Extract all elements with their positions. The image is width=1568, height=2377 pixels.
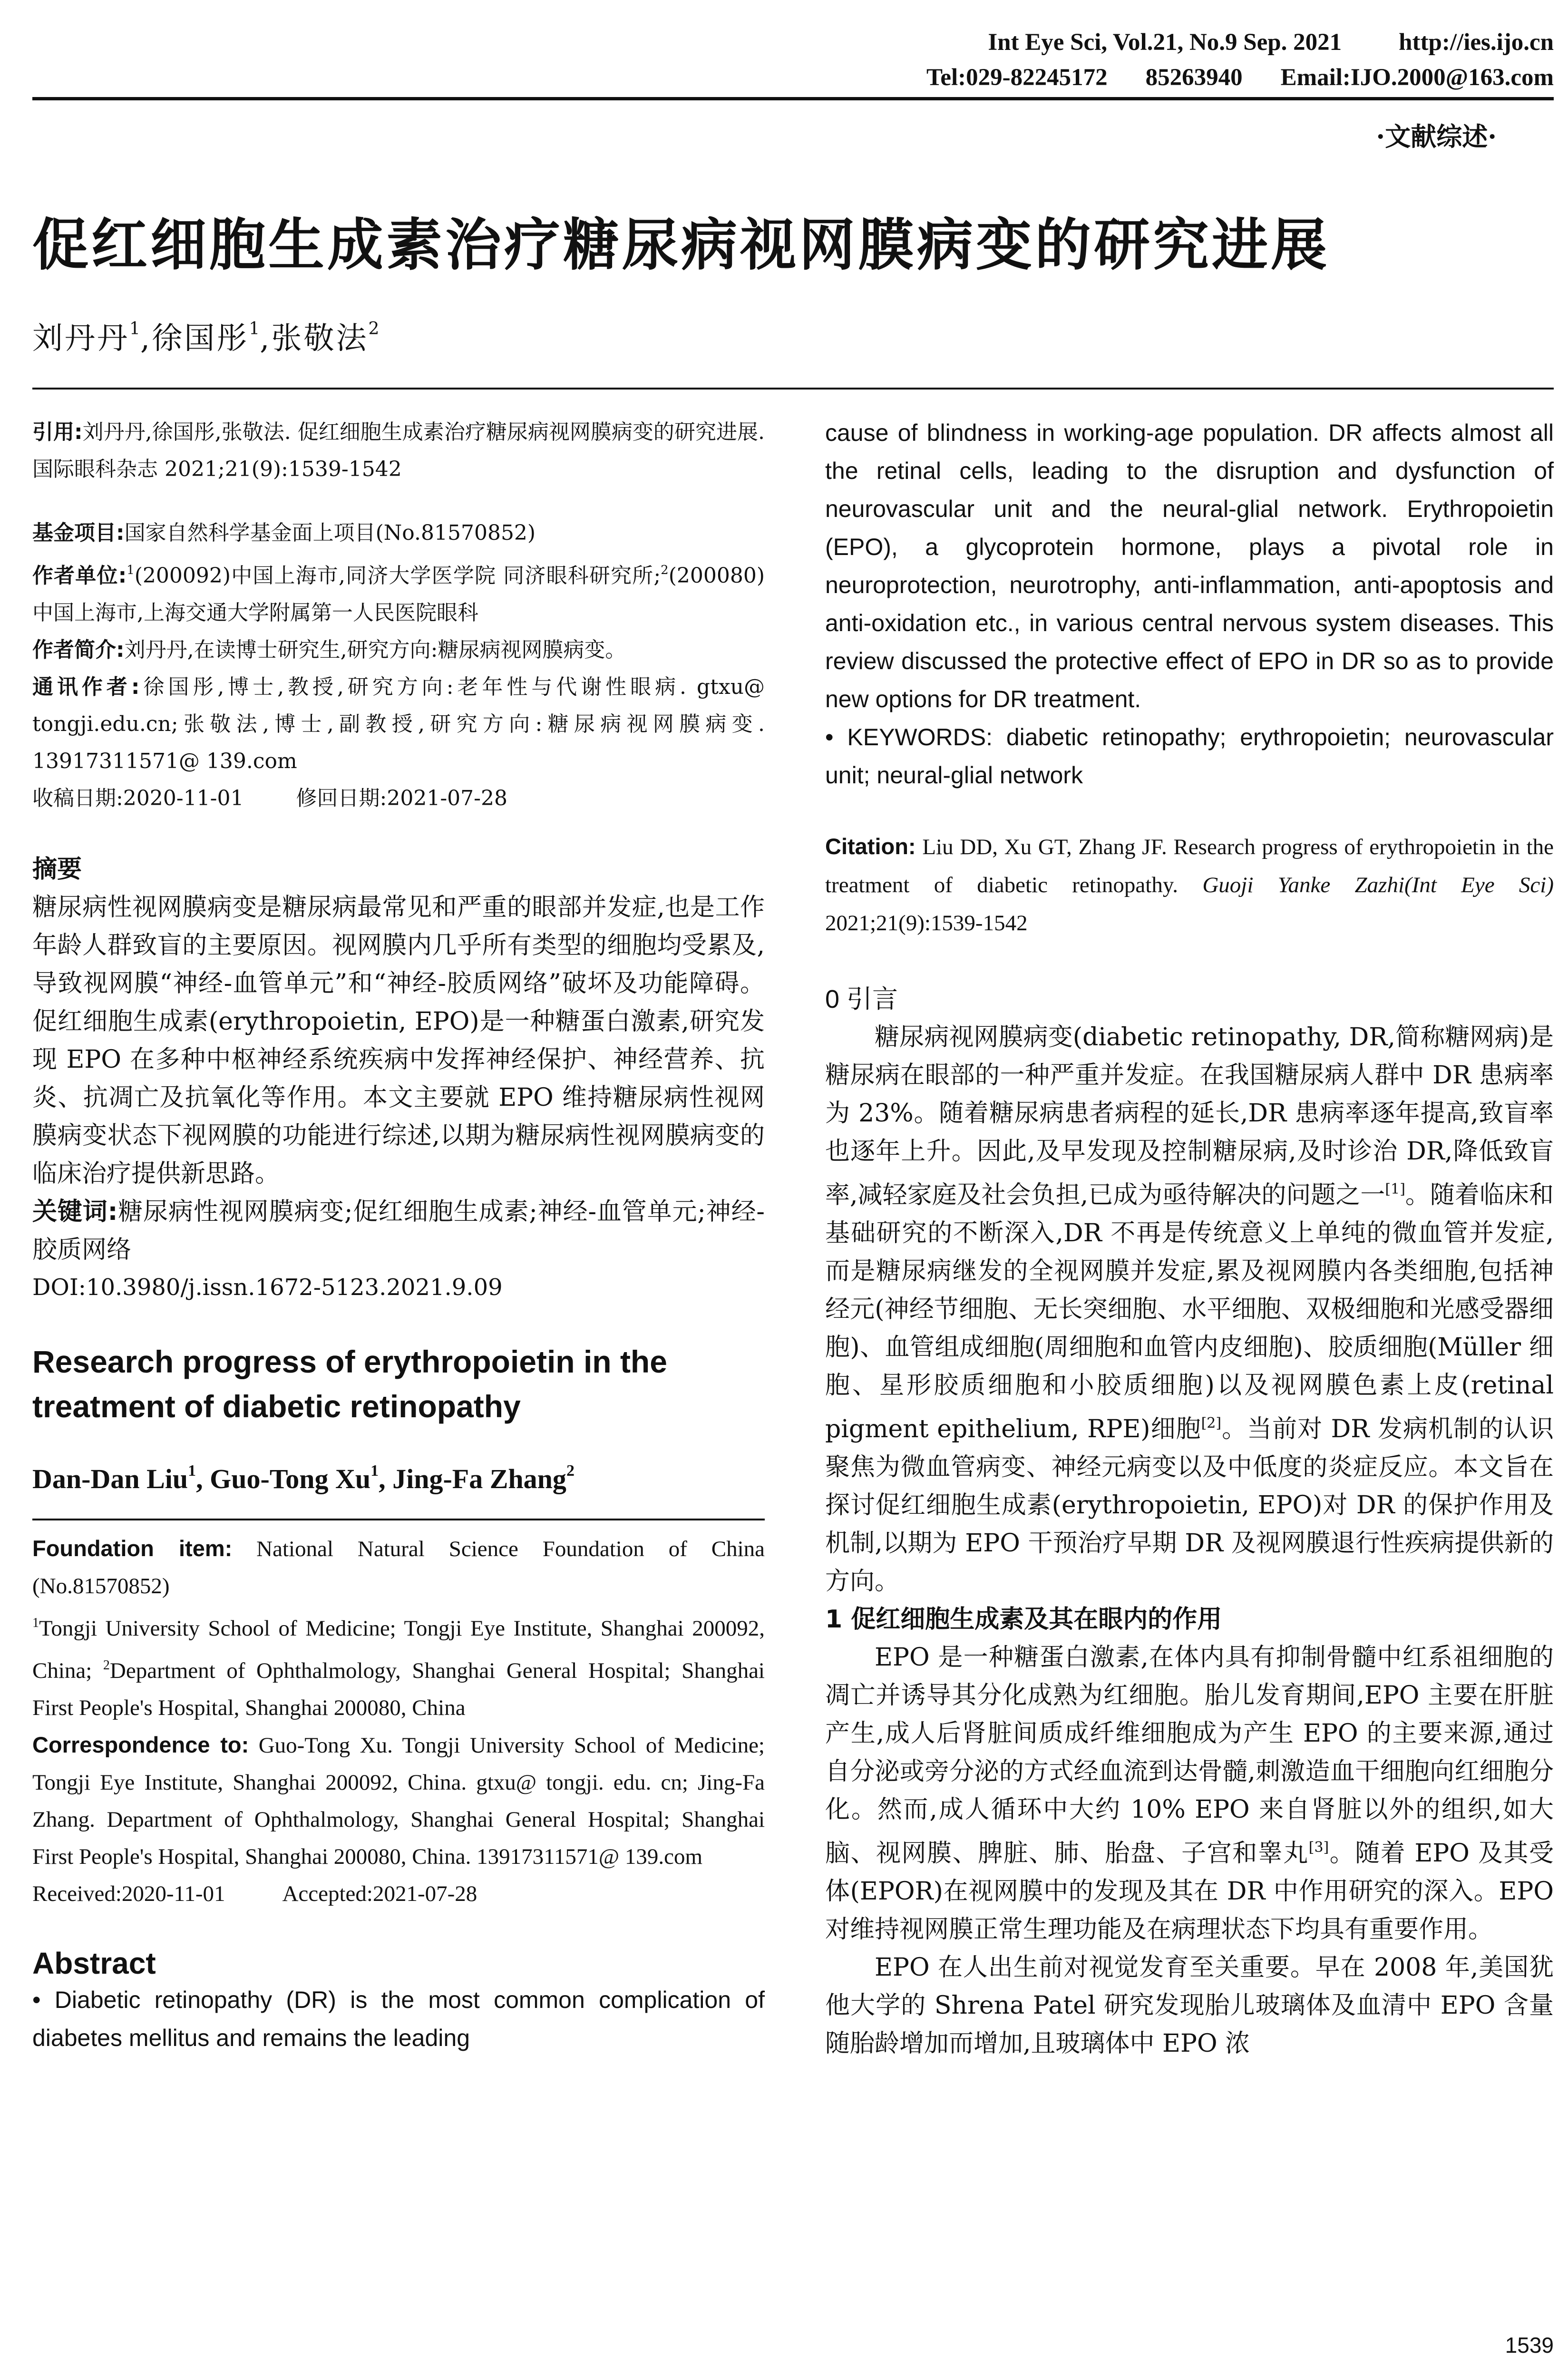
left-column (32, 414, 765, 2057)
journal-email[interactable]: Email:IJO.2000@163.com (1280, 64, 1554, 91)
reference-marker[interactable]: [2] (1201, 1415, 1222, 1432)
corr-label: 通讯作者: (32, 675, 140, 699)
authors-cn: 刘丹丹$^1$,徐国彤$^1$,张敬法$^2$ (32, 319, 380, 356)
section1-heading: 1 促红细胞生成素及其在眼内的作用 (825, 1605, 1222, 1634)
author-affiliation: 2 (368, 319, 380, 339)
cite-label: 引用: (32, 420, 83, 444)
abstract-cn-text: 糖尿病性视网膜病变是糖尿病最常见和严重的眼部并发症,也是工作年龄人群致盲的主要原因。视网膜内几乎所有类型的细胞均受累及,导致视网膜“神经-血管单元”和“神经-胶质网络”破坏及功能障碍。促红细胞生成素(erythropoietin, EPO)是一种糖蛋白激素,研究发现 EPO 在多种中枢神经系统疾病中发挥神经保护、神经营养、抗炎、抗凋亡及抗氧化等作用。本文主要就 EPO 维持糖尿病性视网膜病变状态下视网膜的功能进行综述,以期为糖尿病性视网膜病变的临床治疗提供新思路。 (32, 893, 765, 1188)
abstract-en-text-part1: • Diabetic retinopathy (DR) is the most common complication of diabetes mellitus and remains the leading (32, 1987, 765, 2051)
foundation-label: Foundation item: (32, 1536, 233, 1561)
en-affiliations (32, 1605, 765, 1726)
paper-title-cn: 促红细胞生成素治疗糖尿病视网膜病变的研究进展 (32, 212, 1330, 278)
author-name: 徐国彤 (152, 321, 249, 356)
journal-url[interactable]: http://ies.ijo.cn (1399, 29, 1554, 56)
unit-text2: (200080)中国上海市,上海交通大学附属第一人民医院眼科 (32, 564, 765, 625)
revised-date: 修回日期:2021-07-28 (296, 786, 508, 810)
unit-text1: (200092)中国上海市,同济大学医学院 同济眼科研究所; (134, 564, 661, 588)
section1-text: EPO 是一种糖蛋白激素,在体内具有抑制骨髓中红系祖细胞的凋亡并诱导其分化成熟为红细胞。胎儿发育期间,EPO 主要在肝脏产生,成人后肾脏间质成纤维细胞成为产生 EPO 的主要来源,通过自分泌或旁分泌的方式经血流到达骨髓,刺激造血干细胞向红细胞分化。然而,成人循环中大约 10% EPO 来自肾脏以外的组织,如大脑、视网膜、脾脏、肺、胎盘、子宫和睾丸 (825, 1643, 1554, 1868)
author-name: Jing-Fa Zhang (392, 1463, 566, 1494)
author-affiliation: 1 (129, 319, 140, 339)
author-affiliation: 1 (188, 1462, 196, 1480)
correspondence-label: Correspondence to: (32, 1732, 249, 1757)
abstract-en-text-part2: cause of blindness in working-age population. DR affects almost all the retinal cells, leading to the disruption and dysfunction of neurovascular unit and the neural-glial network. Erythropoietin (EPO), a glycoprotein hormone, plays a pivotal role in neuroprotection, neurotrophy, anti-inflammation, anti-apoptosis and anti-oxidation etc., in various central nervous system diseases. This review discussed the protective effect of EPO in DR so as to provide new options for DR treatment. (825, 419, 1554, 712)
paper-title-en: Research progress of erythropoietin in the treatment of diabetic retinopathy (32, 1344, 667, 1424)
author-name: 张敬法 (271, 321, 369, 356)
accepted-date-en: Accepted:2021-07-28 (282, 1881, 477, 1906)
abstract-en-heading: Abstract (32, 1946, 156, 1980)
header-divider (32, 97, 1554, 100)
journal-header (864, 25, 1554, 95)
citation-en (825, 828, 1554, 942)
reference-marker[interactable]: [1] (1385, 1181, 1405, 1198)
correspondence-text: Guo-Tong Xu. Tongji University School of Medicine; Tongji Eye Institute, Shanghai 200092, China. gtxu@ tongji. edu. cn; Jing-Fa Zhang. Department of Ophthalmology, Shanghai General Hospital; Shanghai First People's Hospital, Shanghai 200080, China. 13917311571@ 139.com (32, 1733, 765, 1869)
received-date-en: Received:2020-11-01 (32, 1881, 225, 1906)
author-name: Dan-Dan Liu (32, 1463, 188, 1494)
author-affiliation: 1 (249, 319, 260, 339)
fund-text: 国家自然科学基金面上项目(No.81570852) (124, 521, 536, 545)
affiliation-1: Tongji University School of Medicine; Tongji Eye Institute, Shanghai 200092, China; (32, 1616, 765, 1683)
keywords-cn (32, 1193, 765, 1269)
cn-correspondence (32, 669, 765, 780)
section1-paragraph1 (825, 1638, 1554, 1948)
intro-heading: 0 引言 (825, 985, 898, 1013)
citation-journal: Guoji Yanke Zazhi(Int Eye Sci) (1202, 873, 1554, 897)
bio-label: 作者简介: (32, 638, 125, 662)
author-name: Guo-Tong Xu (210, 1463, 371, 1494)
journal-header-line1 (864, 25, 1554, 60)
citation-volume: 2021;21(9):1539-1542 (825, 911, 1028, 935)
en-correspondence (32, 1726, 765, 1875)
cite-text: 刘丹丹,徐国彤,张敬法. 促红细胞生成素治疗糖尿病视网膜病变的研究进展. 国际眼科杂志 2021;21(9):1539-1542 (32, 420, 765, 481)
en-dates (32, 1875, 765, 1912)
keywords-en: • KEYWORDS: diabetic retinopathy; erythropoietin; neurovascular unit; neural-glial network (825, 724, 1554, 789)
affiliation-2: Department of Ophthalmology, Shanghai General Hospital; Shanghai First People's Hospital, Shanghai 200080, China (32, 1658, 765, 1720)
foundation-text: National Natural Science Foundation of China (No.81570852) (32, 1537, 765, 1598)
author-name: 刘丹丹 (32, 321, 129, 356)
journal-tel2: 85263940 (1145, 64, 1243, 91)
received-date: 收稿日期:2020-11-01 (32, 786, 244, 810)
corr-text: 徐国彤,博士,教授,研究方向:老年性与代谢性眼病. gtxu@ tongji.edu.cn;张敬法,博士,副教授,研究方向:糖尿病视网膜病变. 13917311571@ 139.com (32, 675, 765, 773)
intro-text: 。当前对 DR 发病机制的认识聚焦为微血管病变、神经元病变以及中低度的炎症反应。本文旨在探讨促红细胞生成素(erythropoietin, EPO)对 DR 的保护作用及机制,以期为 EPO 干预治疗早期 DR 及视网膜退行性疾病提供新的方向。 (825, 1415, 1554, 1596)
section1-paragraph2: EPO 在人出生前对视觉发育至关重要。早在 2008 年,美国犹他大学的 Shrena Patel 研究发现胎儿玻璃体及血清中 EPO 含量随胎龄增加而增加,且玻璃体中 EPO 浓 (825, 1953, 1554, 2058)
bio-text: 刘丹丹,在读博士研究生,研究方向:糖尿病视网膜病变。 (124, 638, 626, 662)
abstract-cn-heading: 摘要 (32, 855, 82, 884)
cn-dates (32, 780, 765, 817)
keywords-label: 关键词: (32, 1198, 118, 1226)
fund-label: 基金项目: (32, 521, 125, 545)
citation-label: Citation: (825, 834, 916, 859)
affiliation-marker: 1 (32, 1616, 39, 1630)
intro-text: 糖尿病视网膜病变(diabetic retinopathy, DR,简称糖网病)是糖尿病在眼部的一种严重并发症。在我国糖尿病人群中 DR 患病率为 23%。随着糖尿病患者病程的延长,DR 患病率逐年提高,致盲率也逐年上升。因此,及早发现及控制糖尿病,及时诊治 DR,降低致盲率,减轻家庭及社会负担,已成为亟待解决的问题之一 (825, 1023, 1554, 1209)
cn-fund (32, 515, 765, 552)
intro-text: 。随着临床和基础研究的不断深入,DR 不再是传统意义上单纯的微血管并发症,而是糖尿病继发的全视网膜并发症,累及视网膜内各类细胞,包括神经元(神经节细胞、无长突细胞、水平细胞、双极细胞和光感受器细胞)、血管组成细胞(周细胞和血管内皮细胞)、胶质细胞(Müller 细胞、星形胶质细胞和小胶质细胞)以及视网膜色素上皮(retinal pigment epithelium, RPE)细胞 (825, 1181, 1554, 1443)
en-foundation (32, 1530, 765, 1605)
cn-affiliation (32, 552, 765, 632)
right-column (825, 414, 1554, 2063)
authors-divider (32, 1519, 765, 1520)
keywords-text: 糖尿病性视网膜病变;促红细胞生成素;神经-血管单元;神经-胶质网络 (32, 1198, 765, 1264)
journal-tel: Tel:029-82245172 (926, 64, 1108, 91)
journal-citation: Int Eye Sci, Vol.21, No.9 Sep. 2021 (988, 29, 1342, 56)
author-affiliation: 2 (566, 1462, 575, 1480)
column-tag: ·文献综述· (1376, 121, 1497, 152)
authors-en: Dan-Dan Liu$^1$, Guo-Tong Xu$^1$, Jing-Fa Zhang$^2$ (32, 1462, 575, 1494)
unit-label: 作者单位: (32, 564, 127, 588)
citation-text: Liu DD, Xu GT, Zhang JF. Research progress of erythropoietin in the treatment of diabetic retinopathy. (825, 835, 1554, 897)
author-affiliation: 1 (370, 1462, 379, 1480)
intro-paragraph (825, 1018, 1554, 1600)
title-divider (32, 388, 1554, 390)
cn-bio (32, 632, 765, 669)
affiliation-marker: 2 (103, 1658, 110, 1673)
section1-text: 。随着 EPO 及其受体(EPOR)在视网膜中的发现及其在 DR 中作用研究的深入。EPO 对维持视网膜正常生理功能及在病理状态下均具有重要作用。 (825, 1839, 1554, 1944)
reference-marker[interactable]: [3] (1308, 1839, 1329, 1856)
affiliation-marker: 2 (661, 563, 669, 577)
affiliation-marker: 1 (127, 563, 135, 577)
cn-citation (32, 414, 765, 488)
page-number: 1539 (1505, 2333, 1554, 2358)
doi[interactable]: DOI:10.3980/j.issn.1672-5123.2021.9.09 (32, 1274, 503, 1301)
journal-header-line2 (864, 60, 1554, 95)
